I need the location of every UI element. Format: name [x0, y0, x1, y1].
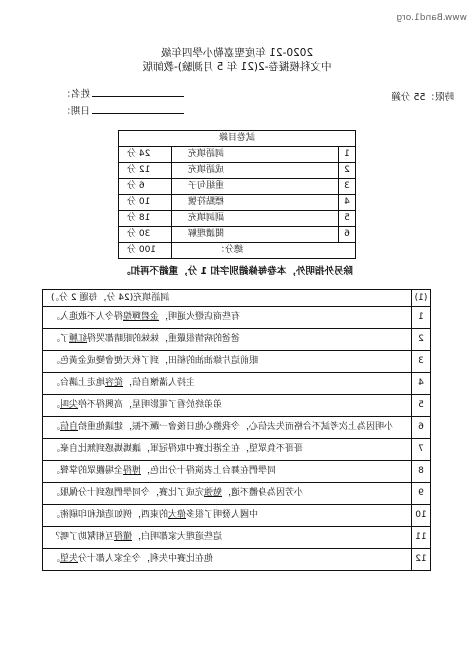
table-row: 5 副詞填充 18 分: [119, 211, 356, 227]
site-watermark: www.Band1.org: [396, 13, 467, 23]
name-underline: [92, 96, 184, 97]
table-row: 3 眼前這片綠油油的稻田，到了秋天便會變成金黃色。: [43, 351, 431, 373]
name-label: 姓名：: [61, 89, 90, 100]
section-header-row: [43, 290, 431, 307]
time-limit: 時限：55 分鐘: [391, 92, 454, 103]
table-row: 7 哥哥不負眾望，在全港比賽中取得冠軍，讓媽媽感到無比自豪。: [43, 439, 431, 461]
table-row: 3 重組句子 6 分: [119, 179, 356, 195]
total-label: 總分：: [172, 243, 356, 259]
date-label: 日期：: [61, 106, 90, 117]
total-score: 100 分: [119, 243, 172, 259]
table-row: 1 有些商店燈火通明，金碧輝煌得令人不敢進入。: [43, 307, 431, 329]
table-row: 6 小明因為上次考試不合格而失去信心，令我擔心他日後會一蹶不振，建議他重拾自信。: [43, 417, 431, 439]
table-row: 10 中國人發明了很多偉大的東西，例如造紙和印刷術。: [43, 505, 431, 527]
table-row: 6 閱讀理解 30 分: [119, 227, 356, 243]
section-title: 詞語填充(24 分，每題 2 分。): [43, 290, 412, 307]
exam-title: 中文科模擬卷-2(21 年 5 月測驗)-教師版: [142, 61, 332, 73]
date-underline: [92, 113, 184, 114]
school-title: 2020-21 年度聖嘉勒小學四年級: [160, 47, 314, 59]
summary-header-row: [119, 131, 356, 147]
table-row: 5 弟弟終於看了電影明星，高興得不停尖叫。: [43, 395, 431, 417]
question-table: [42, 289, 431, 571]
typo-notice: 除另外指明外，本卷每條錯別字扣 1 分，重錯不再扣。: [121, 266, 353, 277]
table-row: 4 主持人滿懷自信，從容地走上講台。: [43, 373, 431, 395]
paper-summary-table: [118, 130, 356, 259]
table-row: 9 小芳因為身體不適，勉強完成了比賽，令同學們感到十分佩服。: [43, 483, 431, 505]
summary-total-row: [119, 243, 356, 259]
section-number: (1): [412, 290, 431, 307]
table-row: 4 標點符號 10 分: [119, 195, 356, 211]
table-row: 11 這些道理大家都明白，懂得互相幫助了嗎？: [43, 527, 431, 549]
table-row: 12 他在比賽中失利，令全家人都十分失望。: [43, 549, 431, 571]
table-row: 2 爸爸的病情很嚴重，妹妹的眼睛都哭得紅腫了。: [43, 329, 431, 351]
table-row: 1 詞語填充 24 分: [119, 147, 356, 163]
table-row: 2 成語填充 12 分: [119, 163, 356, 179]
table-row: 8 同學們在舞台上表演得十分出色，博得全場觀眾的掌聲。: [43, 461, 431, 483]
summary-title: 試卷目錄: [119, 131, 356, 147]
